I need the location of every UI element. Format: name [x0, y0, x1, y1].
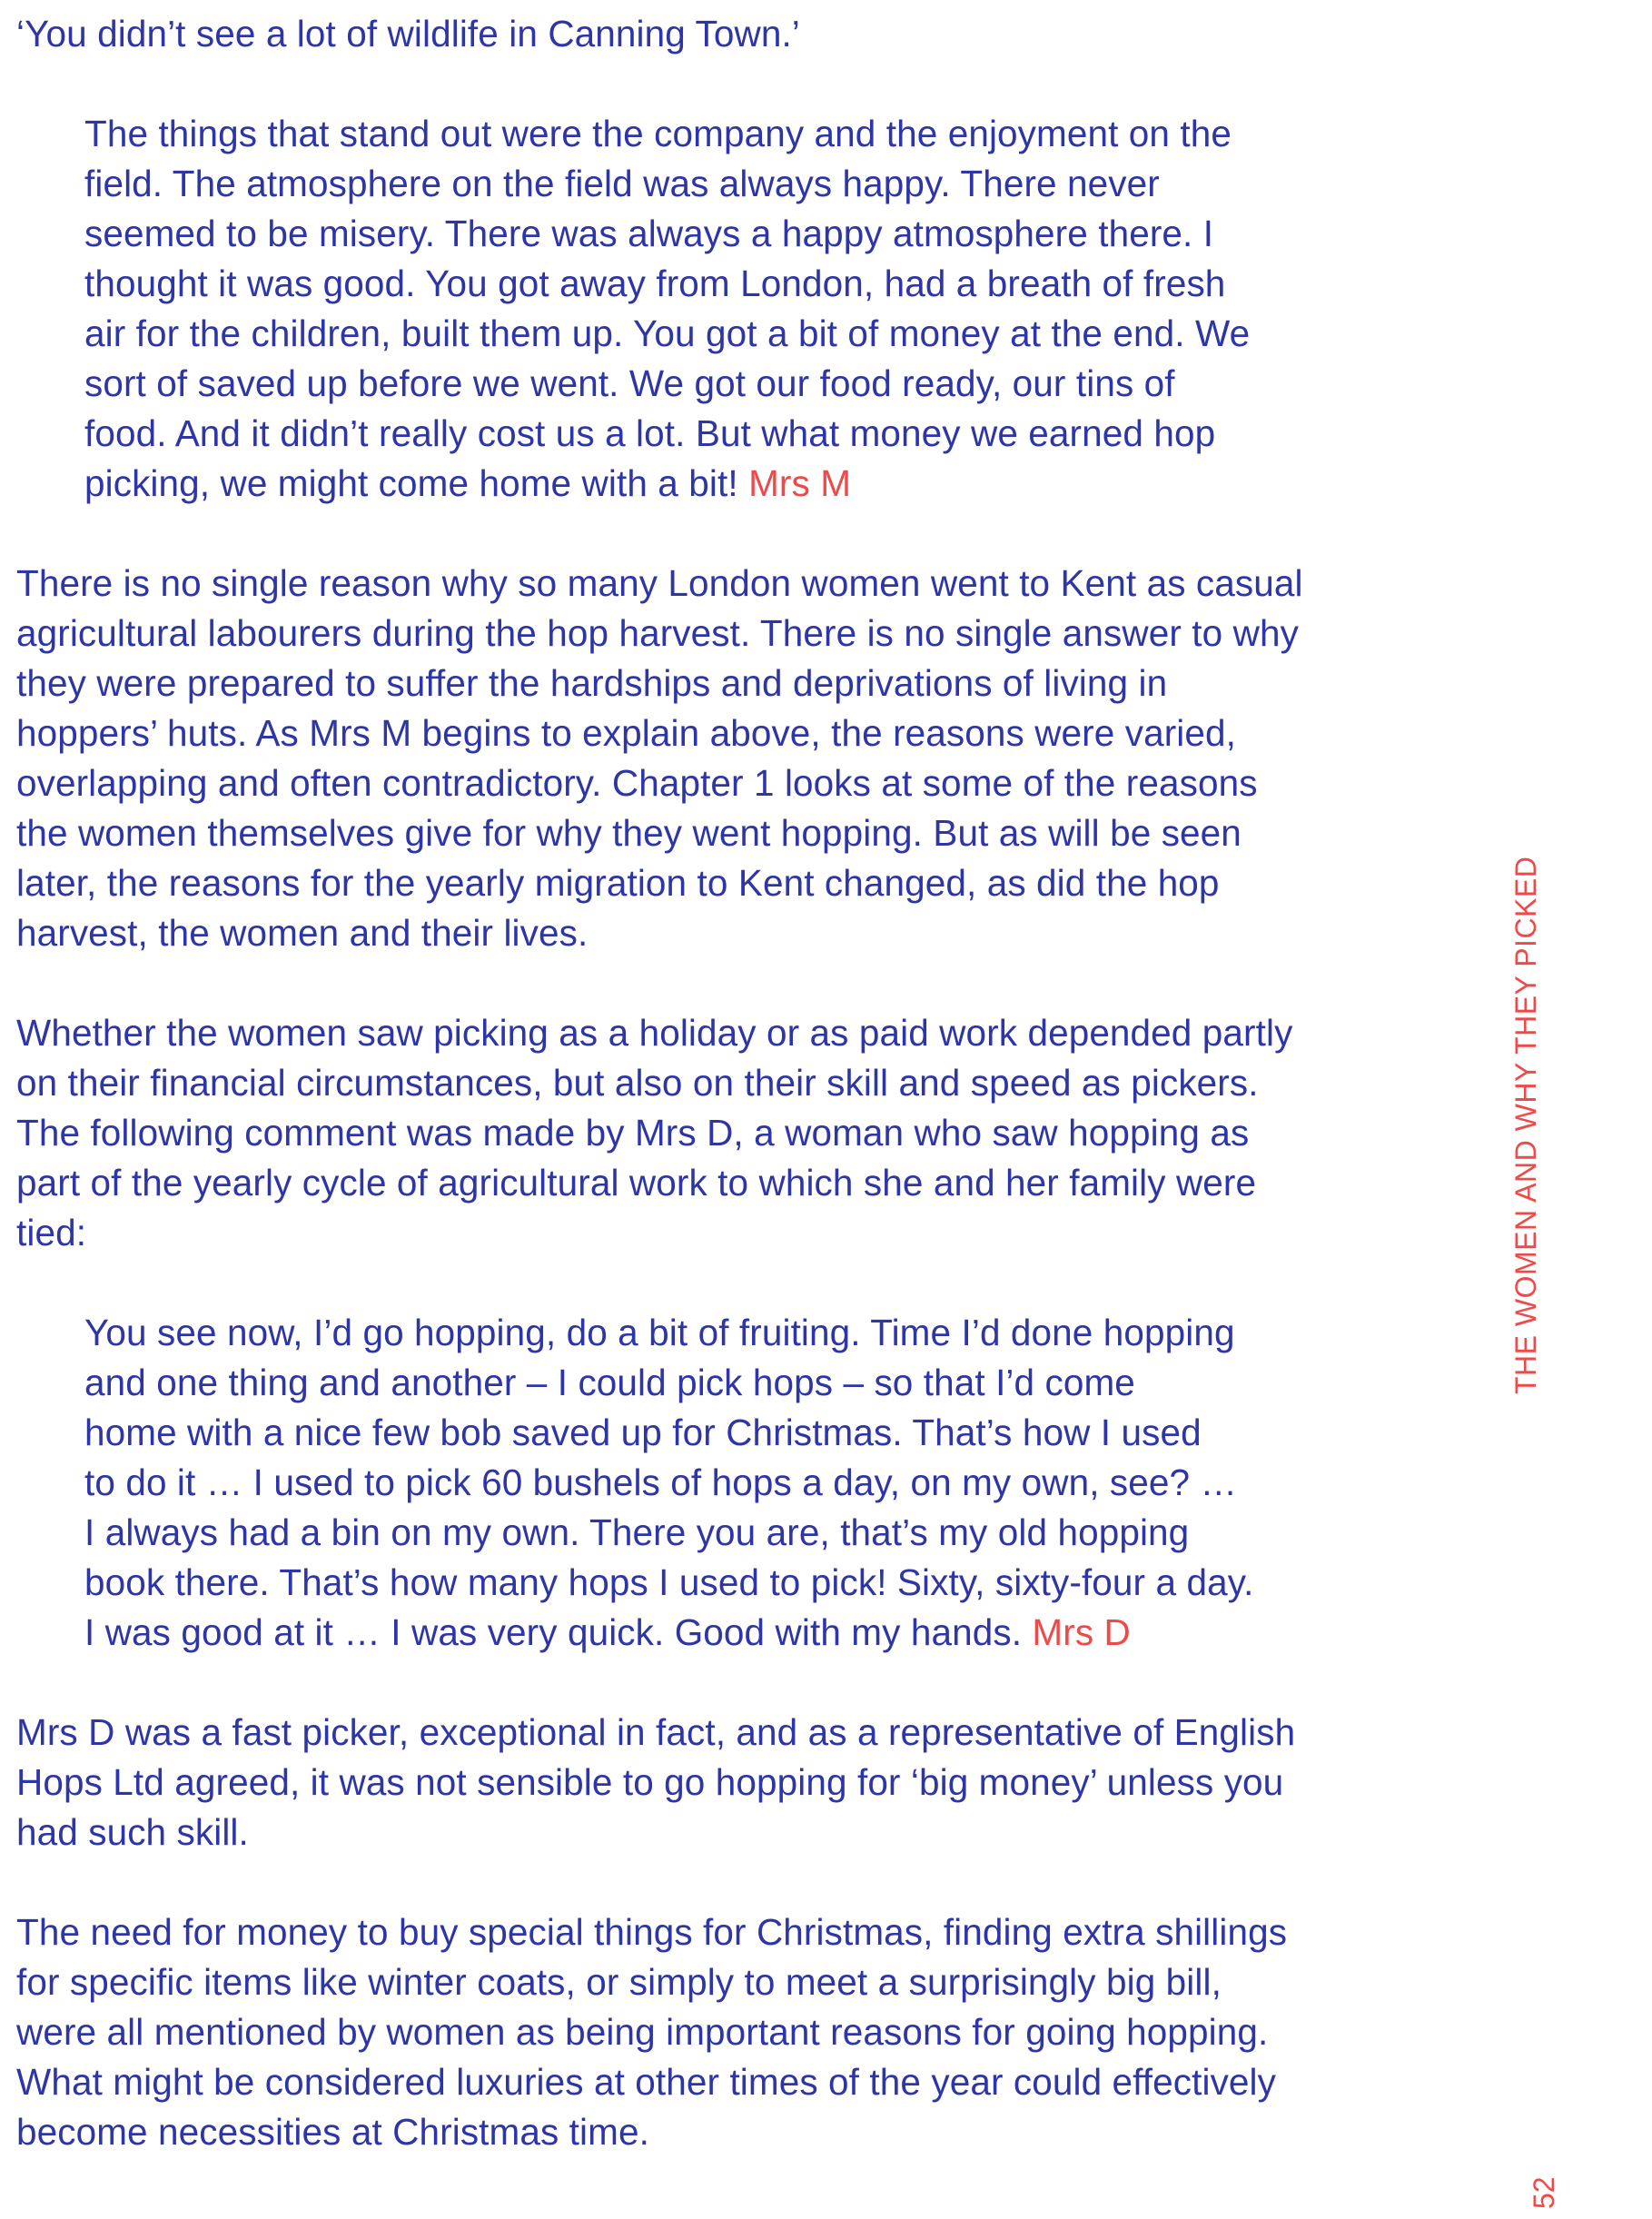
paragraph-line: on their financial circumstances, but also on their skill and speed as pickers.: [16, 1062, 1259, 1104]
quote-mrs-d: [84, 1308, 1433, 1658]
quote-line: picking, we might come home with a bit!: [84, 462, 738, 504]
paragraph-line: were all mentioned by women as being important reasons for going hopping.: [16, 2011, 1269, 2053]
paragraph-line: part of the yearly cycle of agricultural work to which she and her family were: [16, 1162, 1257, 1204]
paragraph-no-single-reason: [16, 559, 1433, 958]
quote-line: and one thing and another – I could pick hops – so that I’d come: [84, 1362, 1135, 1403]
quote-line: You see now, I’d go hopping, do a bit of fruiting. Time I’d done hopping: [84, 1312, 1235, 1353]
paragraph-line: become necessities at Christmas time.: [16, 2111, 649, 2153]
quote-line: sort of saved up before we went. We got our food ready, our tins of: [84, 362, 1175, 404]
paragraph-line: overlapping and often contradictory. Chapter 1 looks at some of the reasons: [16, 762, 1258, 804]
paragraph-line: had such skill.: [16, 1811, 249, 1853]
page-number: 52: [1528, 2176, 1560, 2209]
paragraph-line: hoppers’ huts. As Mrs M begins to explain above, the reasons were varied,: [16, 712, 1237, 754]
paragraph-line: later, the reasons for the yearly migration to Kent changed, as did the hop: [16, 862, 1220, 904]
quote-line: home with a nice few bob saved up for Christmas. That’s how I used: [84, 1412, 1202, 1453]
opening-line: ‘You didn’t see a lot of wildlife in Canning Town.’: [16, 13, 800, 54]
paragraph-line: the women themselves give for why they went hopping. But as will be seen: [16, 812, 1241, 854]
paragraph-line: Whether the women saw picking as a holiday or as paid work depended partly: [16, 1012, 1293, 1054]
quote-line: air for the children, built them up. You got a bit of money at the end. We: [84, 312, 1251, 354]
quote-line: I always had a bin on my own. There you are, that’s my old hopping: [84, 1511, 1190, 1553]
paragraph-line: they were prepared to suffer the hardships and deprivations of living in: [16, 662, 1168, 704]
quote-mrs-m: [84, 109, 1433, 509]
paragraph-line: for specific items like winter coats, or simply to meet a surprisingly big bill,: [16, 1961, 1222, 2003]
paragraph-line: There is no single reason why so many London women went to Kent as casual: [16, 562, 1303, 604]
paragraph-line: tied:: [16, 1212, 87, 1253]
page-body: [16, 9, 1433, 2157]
paragraph-line: The following comment was made by Mrs D, a woman who saw hopping as: [16, 1112, 1250, 1154]
quote-line: food. And it didn’t really cost us a lot. But what money we earned hop: [84, 412, 1216, 454]
paragraph-fast-picker: [16, 1708, 1433, 1857]
quote-line: I was good at it … I was very quick. Good with my hands.: [84, 1611, 1023, 1653]
paragraph-christmas-money: [16, 1907, 1433, 2157]
paragraph-holiday-or-work: [16, 1008, 1433, 1258]
paragraph-line: The need for money to buy special things for Christmas, finding extra shillings: [16, 1911, 1288, 1953]
quote-line: The things that stand out were the company and the enjoyment on the: [84, 113, 1232, 154]
paragraph-line: harvest, the women and their lives.: [16, 912, 589, 954]
paragraph-line: Mrs D was a fast picker, exceptional in fact, and as a representative of English: [16, 1711, 1296, 1753]
quote-line: field. The atmosphere on the field was always happy. There never: [84, 163, 1160, 204]
quote-attribution: Mrs D: [1032, 1611, 1131, 1653]
paragraph-line: agricultural labourers during the hop harvest. There is no single answer to why: [16, 612, 1299, 654]
quote-line: book there. That’s how many hops I used to pick! Sixty, sixty-four a day.: [84, 1561, 1254, 1603]
quote-line: to do it … I used to pick 60 bushels of hops a day, on my own, see? …: [84, 1461, 1238, 1503]
paragraph-line: What might be considered luxuries at other times of the year could effectively: [16, 2061, 1276, 2103]
quote-line: thought it was good. You got away from London, had a breath of fresh: [84, 263, 1226, 304]
paragraph-line: Hops Ltd agreed, it was not sensible to go hopping for ‘big money’ unless you: [16, 1761, 1284, 1803]
quote-line: seemed to be misery. There was always a happy atmosphere there. I: [84, 213, 1214, 254]
quote-attribution: Mrs M: [748, 462, 852, 504]
running-head: THE WOMEN AND WHY THEY PICKED: [1509, 856, 1542, 1394]
